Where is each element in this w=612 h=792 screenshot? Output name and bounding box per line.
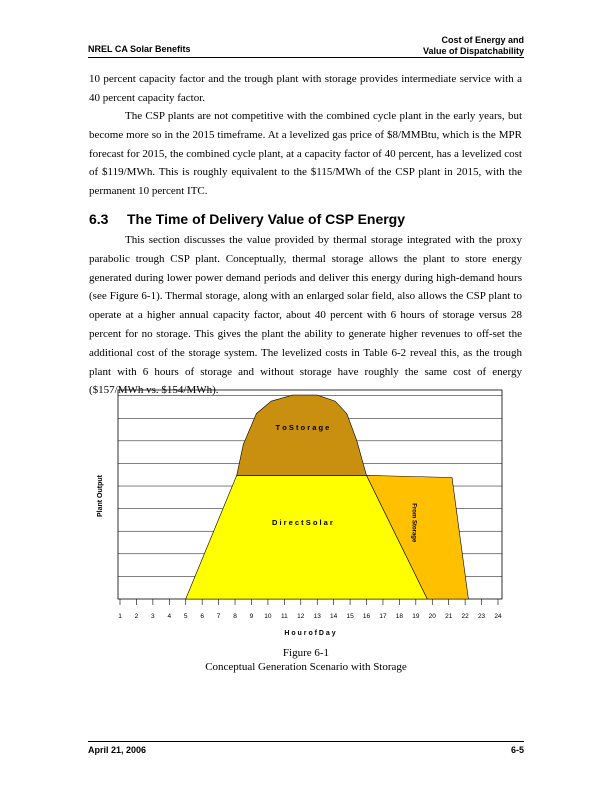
- x-tick-label: 12: [297, 613, 305, 620]
- paragraph-thermal-storage: This section discusses the value provided by thermal storage integrated with the proxy parabolic trough CSP plant. Conceptually, thermal storage allows the plant to store energy generated during lower power demand periods and deliver this energy during high-demand hours (see Figure 6-1). Thermal storage, along with an enlarged solar field, also allows the CSP plant to operate at a higher annual capacity factor, about 40 percent with 6 hours of storage versus 28 percent for no storage. This gives the plant the ability to generate higher revenues to off-set the additional cost of the storage system. The levelized costs in Table 6-2 reveal this, as the trough plant with 6 hours of storage and without storage have roughly the same cost of energy ($157/MWh vs. $154/MWh).: [89, 234, 522, 397]
- running-header-section-line2: Value of Dispatchability: [422, 46, 524, 56]
- x-tick-label: 7: [216, 613, 221, 620]
- x-axis-label: H o u r o f D a y: [284, 630, 336, 637]
- x-tick-label: 8: [233, 613, 237, 620]
- region-label-from-storage: From Storage: [410, 503, 417, 543]
- x-tick-label: 3: [151, 613, 155, 620]
- x-tick-label: 13: [313, 613, 321, 620]
- paragraph-continued: 10 percent capacity factor and the trough plant with storage provides intermediate service with a 40 percent capacity factor.: [89, 73, 522, 104]
- x-tick-label: 5: [183, 613, 188, 620]
- section-number: 6.3: [89, 211, 109, 227]
- x-tick-label: 6: [200, 613, 204, 620]
- footer-rule: [88, 741, 524, 742]
- running-header-section: [423, 35, 524, 57]
- x-tick-label: 9: [249, 613, 254, 620]
- x-tick-label: 4: [167, 613, 172, 620]
- region-to-storage: [237, 395, 367, 475]
- figure-number: Figure 6-1: [282, 647, 330, 659]
- x-tick-label: 11: [280, 613, 288, 620]
- x-tick-label: 19: [412, 613, 420, 620]
- x-tick-label: 1: [118, 613, 122, 620]
- section-title: The Time of Delivery Value of CSP Energy: [127, 211, 406, 227]
- paragraph-csp-competitiveness: The CSP plants are not competitive with the combined cycle plant in the early years, but become more so in the 2015 timeframe. At a levelized gas price of $8/MMBtu, which is the MPR forecast for 2015, the combined cycle plant, at a capacity factor of 40 percent, has a levelized cost of $119/MWh. This is roughly equivalent to the $115/MWh of the CSP plant in 2015, with the permanent 10 percent ITC.: [89, 110, 522, 198]
- x-tick-label: 2: [134, 613, 139, 620]
- running-header-title: NREL CA Solar Benefits: [88, 44, 191, 54]
- footer-date: April 21, 2006: [88, 745, 147, 755]
- generation-chart: [88, 388, 524, 646]
- x-tick-label: 18: [395, 613, 404, 620]
- section-heading: [89, 211, 405, 227]
- x-tick-label: 10: [264, 613, 272, 620]
- running-header-section-line1: Cost of Energy and: [441, 35, 524, 45]
- x-tick-label: 14: [330, 613, 338, 620]
- x-tick-label: 16: [362, 613, 371, 620]
- region-label-direct-solar: D i r e c t S o l a r: [271, 517, 333, 527]
- x-tick-label: 21: [445, 613, 453, 620]
- x-tick-label: 17: [379, 613, 387, 620]
- x-tick-label: 22: [461, 613, 469, 620]
- x-tick-label: 20: [428, 613, 436, 620]
- x-tick-label: 15: [346, 613, 354, 620]
- x-tick-label: 23: [477, 613, 486, 620]
- region-label-to-storage: T o S t o r a g e: [275, 423, 330, 433]
- header-rule: [88, 57, 524, 58]
- page-number: 6-5: [510, 745, 524, 755]
- x-tick-label: 24: [494, 613, 502, 620]
- y-axis-label: Plant Output: [97, 475, 104, 517]
- figure-caption: Conceptual Generation Scenario with Storage: [205, 661, 407, 673]
